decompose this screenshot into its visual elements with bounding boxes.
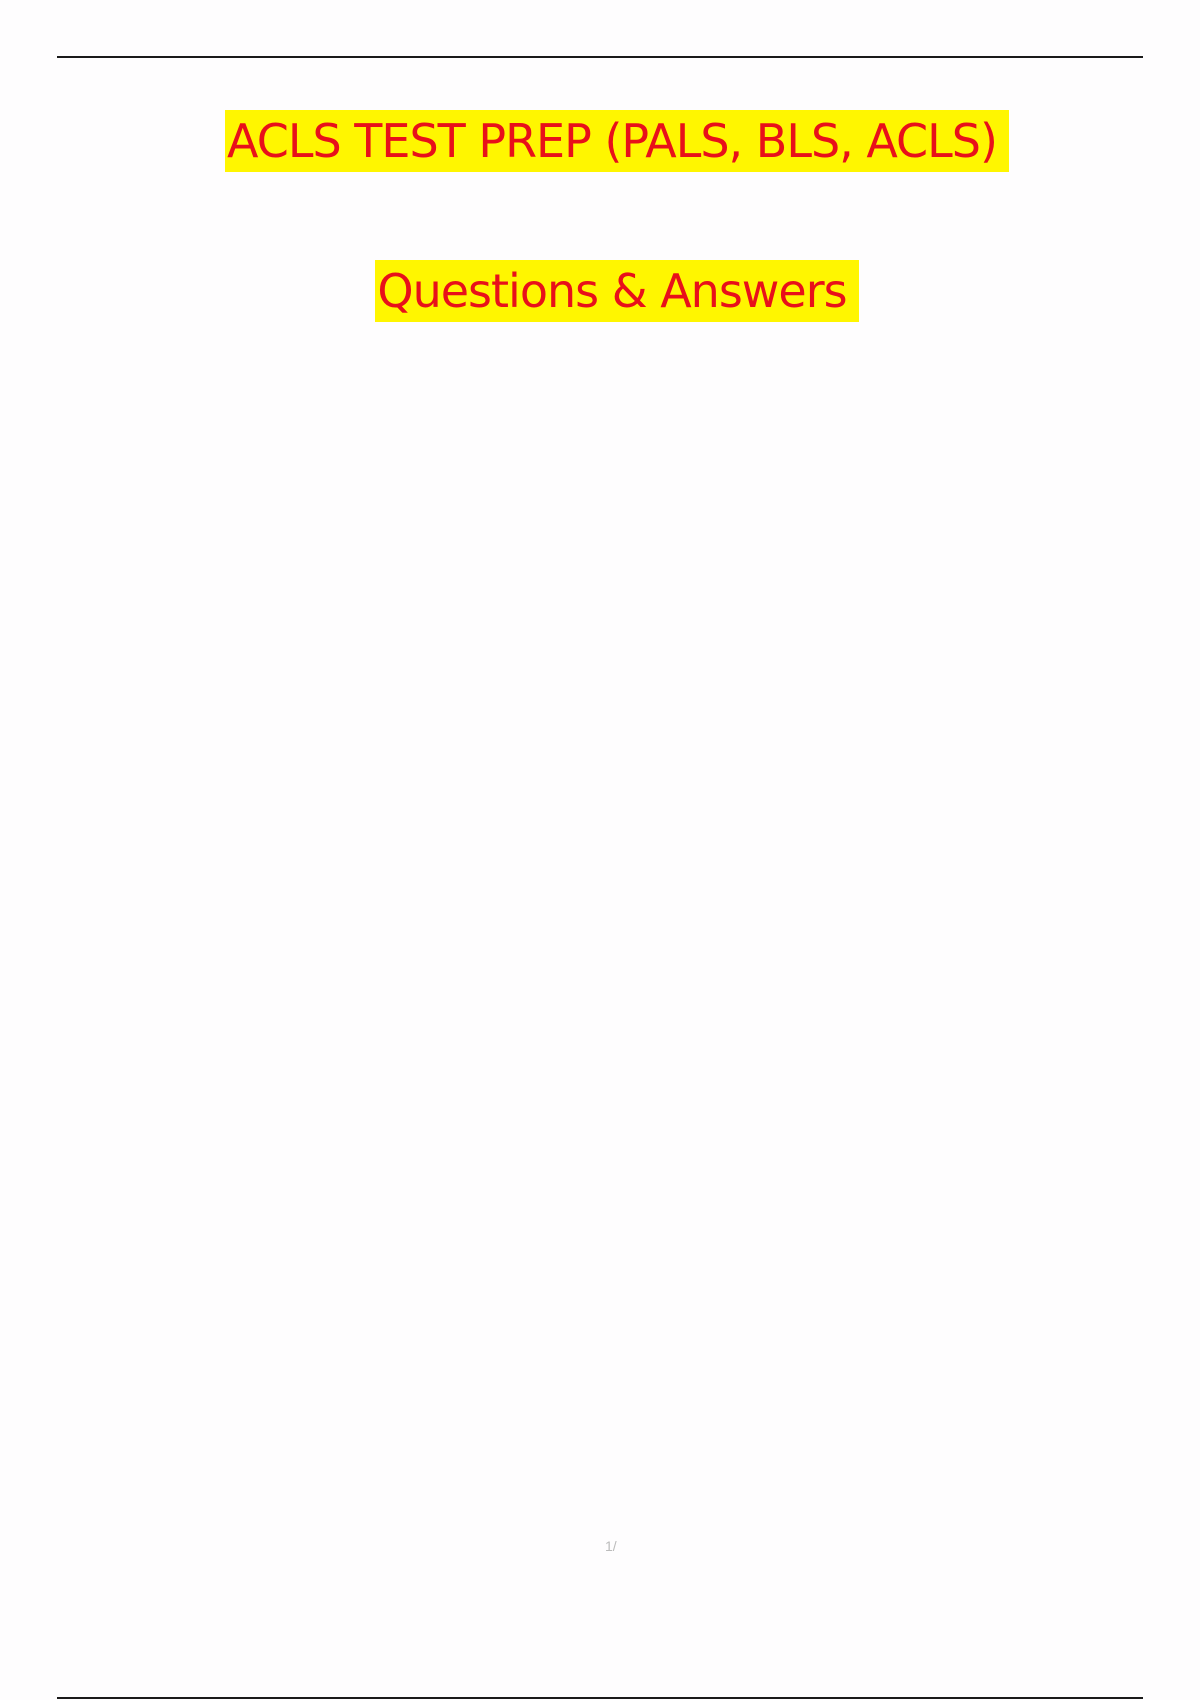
document-subtitle-text: Questions & Answers: [375, 260, 858, 322]
top-rule: [57, 56, 1143, 58]
bottom-rule: [57, 1697, 1143, 1699]
document-subtitle: [0, 260, 1200, 322]
document-title: [0, 110, 1200, 172]
page-number: 1/: [605, 1538, 617, 1554]
document-title-text: ACLS TEST PREP (PALS, BLS, ACLS): [225, 110, 1009, 172]
